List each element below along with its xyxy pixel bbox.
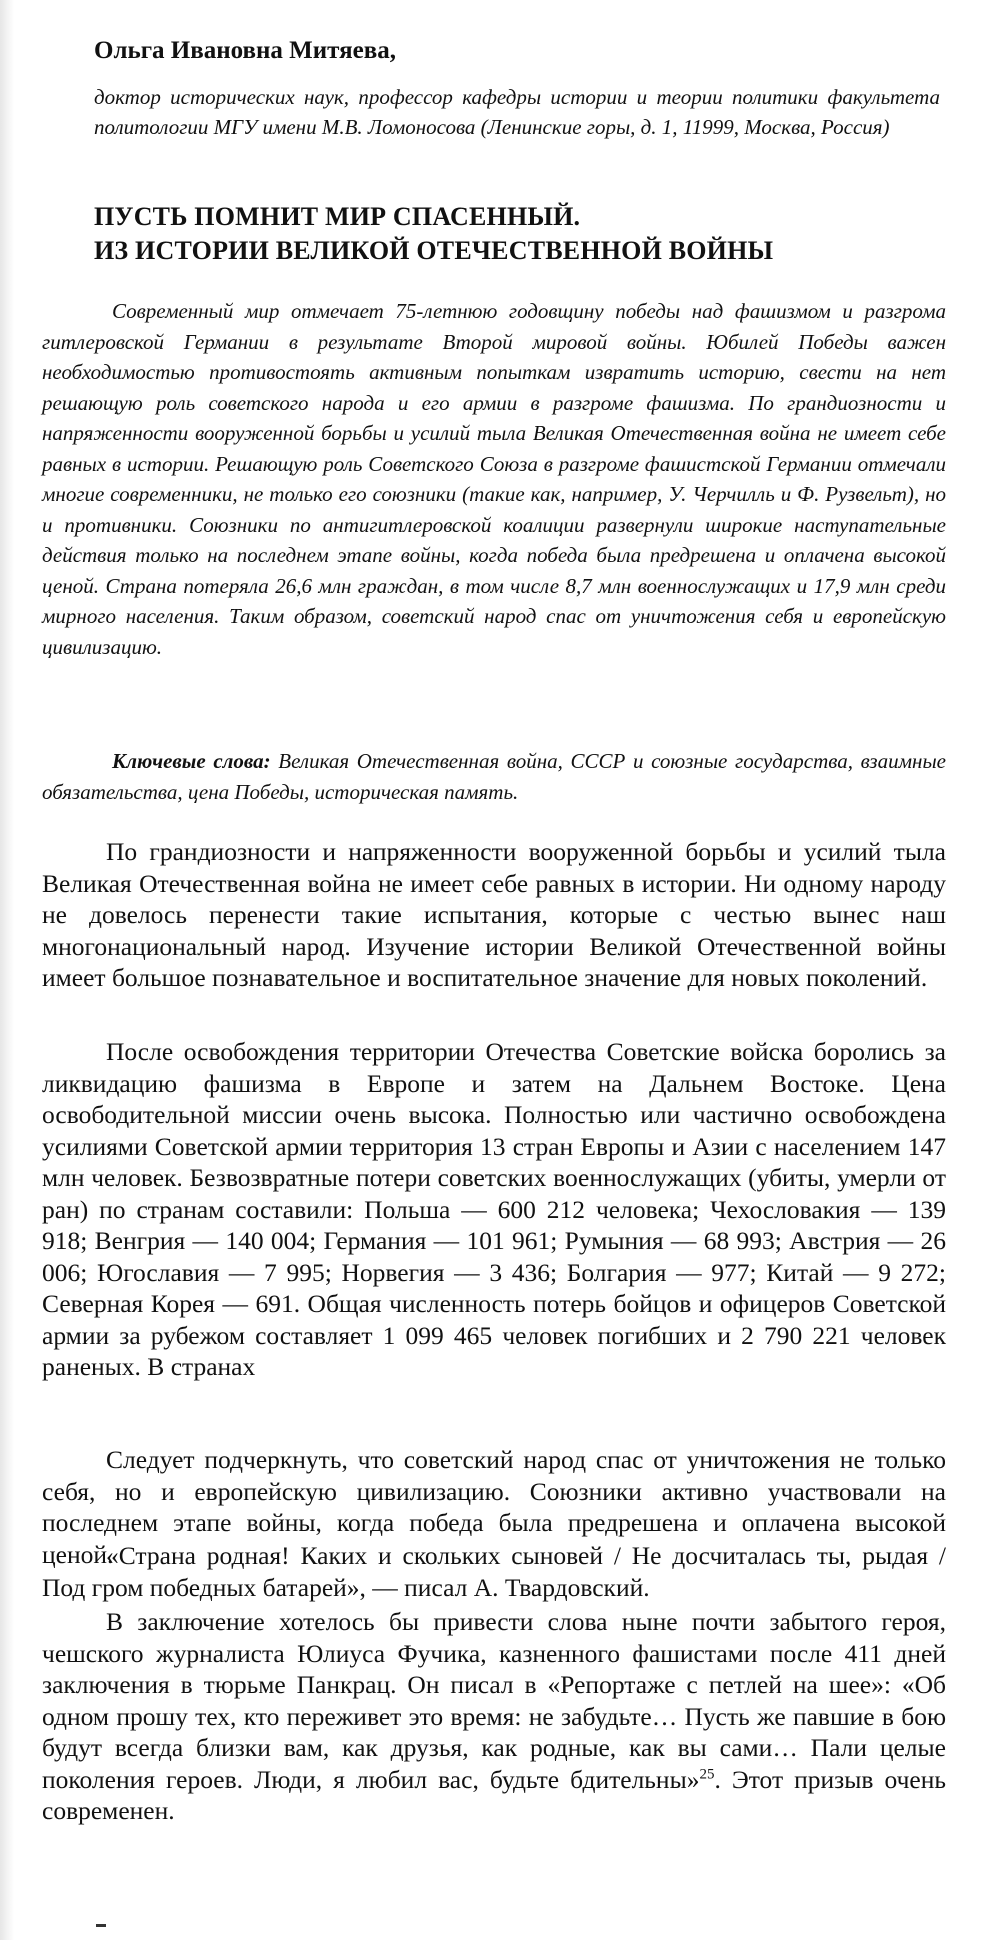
- body-paragraph-3: Следует подчеркнуть, что советский народ спас от уничтожения не только себя, но и европейскую цивилизацию. Союзники активно участвовали на последнем этапе войны, когда победа была предрешена и оплачена высокой ценой.: [42, 1445, 946, 1569]
- article-title-line-2: ИЗ ИСТОРИИ ВЕЛИКОЙ ОТЕЧЕСТВЕННОЙ ВОЙНЫ: [94, 236, 774, 265]
- body-paragraph-5-tail: . Этот призыв очень современен.: [42, 1764, 946, 1825]
- scan-edge-shadow: [0, 0, 14, 1940]
- footnote-marker[interactable]: 25: [699, 1766, 715, 1782]
- keywords-text: Великая Отечественная война, СССР и союзные государства, взаимные обязательства, цена Победы, историческая память.: [42, 749, 946, 804]
- article-title: [94, 200, 954, 268]
- keywords: [42, 746, 946, 807]
- abstract: Современный мир отмечает 75-летнюю годовщину победы над фашизмом и разгрома гитлеровской Германии в результате Второй мировой войны. Юбилей Победы важен необходимостью противостоять активным попыткам извратить историю, свести на нет решающую роль советского народа и его армии в разгроме фашизма. По грандиозности и напряженности вооруженной борьбы и усилий тыла Великая Отечественная война не имеет себе равных в истории. Решающую роль Советского Союза в разгроме фашистской Германии отмечали многие современники, не только его союзники (такие как, например, У. Черчилль и Ф. Рузвельт), но и противники. Союзники по антигитлеровской коалиции развернули широкие наступательные действия только на последнем этапе войны, когда победа была предрешена и оплачена высокой ценой. Страна потеряла 26,6 млн граждан, в том числе 8,7 млн военнослужащих и 17,9 млн среди мирного населения. Таким образом, советский народ спас от уничтожения себя и европейскую цивилизацию.: [42, 299, 946, 659]
- body-paragraph-5-main: В заключение хотелось бы привести слова ныне почти забытого героя, чешского журналиста Юлиуса Фучика, казненного фашистами после 411 дней заключения в тюрьме Панкрац. Он писал в «Репортаже с петлей на шее»: «Об одном прошу тех, кто переживет это время: не забудьте… Пусть же павшие в бою будут всегда близки вам, как друзья, как родные, как вы сами… Пали целые поколения героев. Люди, я любил вас, будьте бдительны»: [42, 1607, 946, 1794]
- article-title-line-1: ПУСТЬ ПОМНИТ МИР СПАСЕННЫЙ.: [94, 202, 581, 231]
- author-name: Ольга Ивановна Митяева,: [94, 37, 397, 64]
- keywords-label: Ключевые слова:: [112, 749, 271, 773]
- body-paragraph-4: «Страна родная! Каких и скольких сыновей / Не досчиталась ты, рыдая / Под гром победных батарей», — писал А. Твардовский.: [42, 1541, 946, 1602]
- body-paragraph-5: [42, 1606, 946, 1827]
- body-paragraph-1: По грандиозности и напряженности вооруженной борьбы и усилий тыла Великая Отечественная война не имеет себе равных в истории. Ни одному народу не довелось перенести такие испытания, которые с честью вынес наш многонациональный народ. Изучение истории Великой Отечественной войны имеет большое познавательное и воспитательное значение для новых поколений.: [42, 837, 946, 992]
- body-paragraph-2: После освобождения территории Отечества Советские войска боролись за ликвидацию фашизма в Европе и затем на Дальнем Востоке. Цена освободительной миссии очень высока. Полностью или частично освобождена усилиями Советской армии территория 13 стран Европы и Азии с населением 147 млн человек. Безвозвратные потери советских военнослужащих (убиты, умерли от ран) по странам составили: Польша — 600 212 человека; Чехословакия — 139 918; Венгрия — 140 004; Германия — 101 961; Румыния — 68 993; Австрия — 26 006; Югославия — 7 995; Норвегия — 3 436; Болгария — 977; Китай — 9 272; Северная Корея — 691. Общая численность потерь бойцов и офицеров Советской армии за рубежом составляет 1 099 465 человек погибших и 2 790 221 человек раненых. В странах: [42, 1037, 946, 1381]
- author-affiliation: доктор исторических наук, профессор кафедры истории и теории политики факультета политологии МГУ имени М.В. Ломоносова (Ленинские горы, д. 1, 11999, Москва, Россия): [94, 85, 940, 139]
- page-footer-mark: [96, 1924, 106, 1927]
